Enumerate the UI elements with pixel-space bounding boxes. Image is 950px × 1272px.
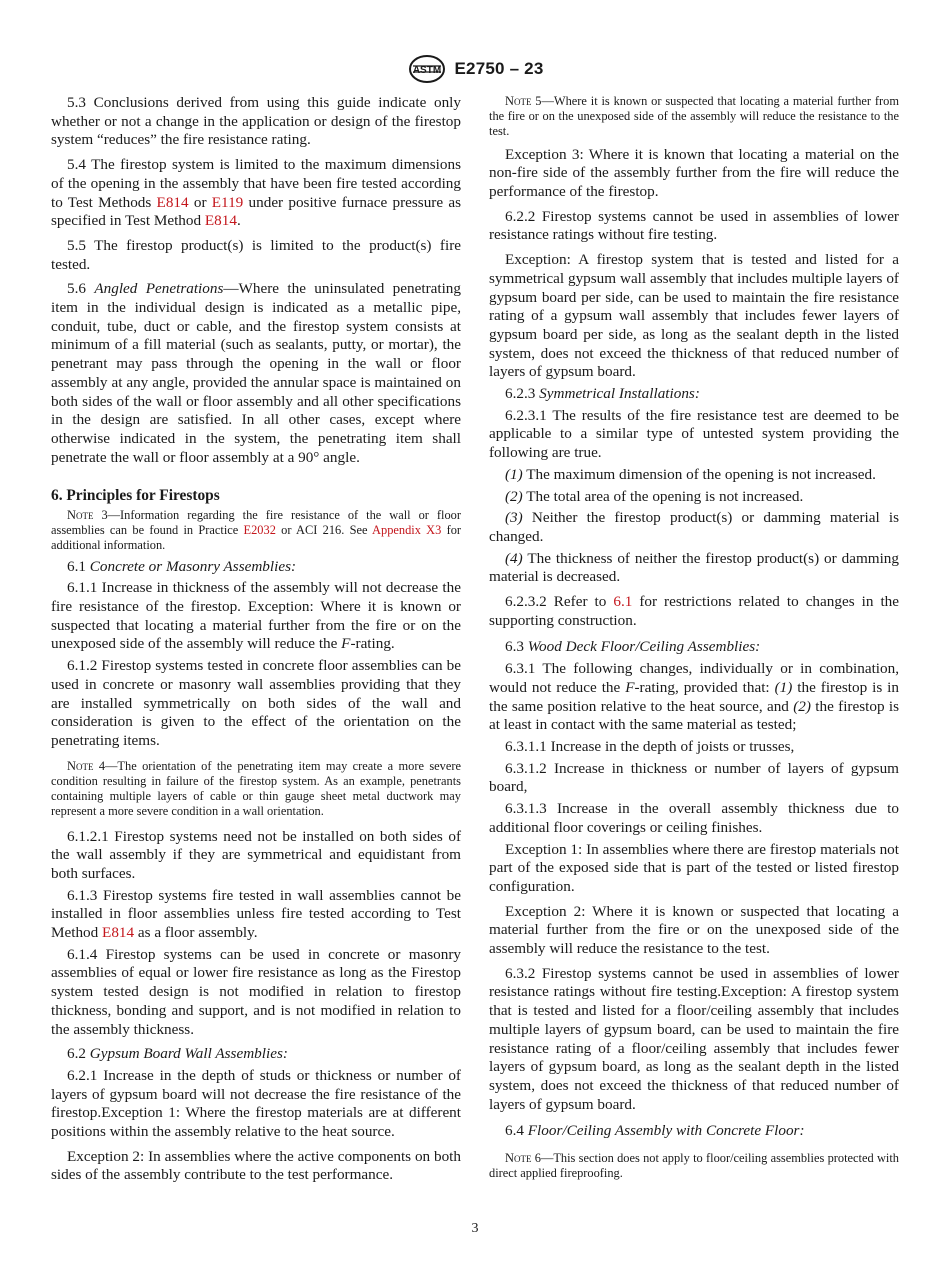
para-5-5: 5.5 The firestop product(s) is limited to the product(s) fire tested. <box>51 236 461 273</box>
note-6: Note 6—This section does not apply to floor/ceiling assemblies protected with direct applied fireproofing. <box>489 1151 899 1181</box>
astm-logo-icon <box>407 54 447 84</box>
para-6-1-3: 6.1.3 Firestop systems fire tested in wall assemblies cannot be installed in floor assemblies unless fire tested according to Test Method E814 as a floor assembly. <box>51 886 461 942</box>
para-6-1-4: 6.1.4 Firestop systems can be used in concrete or masonry assemblies of equal or lower fire resistance as long as the Firestop system tested design is not modified in relation to firestop thickness, bonding and support, and is not modified in relation to the assembly thickness. <box>51 945 461 1038</box>
para-6-1-2-1: 6.1.2.1 Firestop systems need not be installed on both sides of the wall assembly if they are symmetrical and equidistant from both surfaces. <box>51 827 461 882</box>
para-6-2-3: 6.2.3 Symmetrical Installations: <box>505 385 700 403</box>
note-5: Note 5—Where it is known or suspected that locating a material further from the fire or on the unexposed side of the assembly will reduce the resistance to the test. <box>489 94 899 139</box>
link-e814[interactable]: E814 <box>204 212 237 230</box>
para-6-2-3-2: 6.2.3.2 Refer to 6.1 for restrictions related to changes in the supporting construction. <box>489 593 899 629</box>
para-6-3-1-1: 6.3.1.1 Increase in the depth of joists or trusses, <box>505 738 795 755</box>
para-6-1: 6.1 Concrete or Masonry Assemblies: <box>67 557 297 575</box>
exception: Exception: A firestop system that is tested and listed for a symmetrical gypsum wall assembly that includes multiple layers of gypsum board per side, can be used to maintain the fire resistance rating of a gypsum wall assembly that includes fewer layers of gypsum board per side, as long as the sealant depth in the listed system, does not exceed the thickness of that reduced number of layers of gypsum board. <box>489 251 899 381</box>
section-6-heading: 6. Principles for Firestops <box>51 487 220 505</box>
para-6-3: 6.3 Wood Deck Floor/Ceiling Assemblies: <box>505 638 761 656</box>
para-6-2: 6.2 Gypsum Board Wall Assemblies: <box>67 1045 288 1063</box>
para-6-1-2: 6.1.2 Firestop systems tested in concrete floor assemblies can be used in concrete or masonry wall assemblies providing that they are installed symmetrically on both sides of the wall and consideration is given to the effect of the orientation on the penetrating items. <box>51 657 461 749</box>
para-5-3: 5.3 Conclusions derived from using this guide indicate only whether or not a change in the application or design of the firestop system “reduces” the fire resistance rating. <box>51 94 461 149</box>
left-column <box>51 94 461 1188</box>
page-number: 3 <box>471 1221 479 1236</box>
link-appendix-x3[interactable]: Appendix X3 <box>372 523 442 538</box>
para-6-1-1: 6.1.1 Increase in thickness of the assembly will not decrease the fire resistance of the firestop. Exception: Where it is known or suspected that locating a material further from the fire or on the unexposed side of the assembly will reduce the F-rating. <box>51 579 461 653</box>
para-6-2-1: 6.2.1 Increase in the depth of studs or thickness or number of layers of gypsum board will not decrease the fire resistance of the firestop.Exception 1: Where the firestop materials are at different positions within the assembly relative to the heat source. <box>51 1066 461 1141</box>
page-header <box>0 52 950 86</box>
link-e814[interactable]: E814 <box>102 924 135 942</box>
para-5-6: 5.6 Angled Penetrations—Where the uninsulated penetrating item in the individual design is indicated as a metallic pipe, conduit, tube, duct or cable, and the firestop system consists at minimum of a fill material (such as sealants, putty, or mortar), the penetrant may pass through the opening in the wall or floor assembly at any angle, provided the annular space is maintained on both sides of the wall or floor assembly and all other specifications in the design are satisfied. In all other cases, except where otherwise indicated in the system, the penetrating item shall penetrate the wall or floor assembly at a 90° angle. <box>51 280 461 466</box>
list-item: (2) The total area of the opening is not increased. <box>505 487 804 505</box>
list-item: (3) Neither the firestop product(s) or damming material is changed. <box>489 509 899 545</box>
link-e119[interactable]: E119 <box>211 193 244 211</box>
para-6-3-1-2: 6.3.1.2 Increase in thickness or number of layers of gypsum board, <box>489 759 899 796</box>
para-6-3-1-3: 6.3.1.3 Increase in the overall assembly thickness due to additional floor coverings or ceiling finishes. <box>489 800 899 836</box>
note-3: Note 3—Information regarding the fire resistance of the wall or floor assemblies can be found in Practice E2032 or ACI 216. See Appendix X3 for additional information. <box>51 508 462 553</box>
list-item: (1) The maximum dimension of the opening is not increased. <box>505 465 876 483</box>
para-5-4: 5.4 The firestop system is limited to the maximum dimensions of the opening in the assembly that have been fire tested according to Test Methods E814 or E119 under positive furnace pressure as specified in Test Method E814. <box>51 156 461 230</box>
list-item: (4) The thickness of neither the firestop product(s) or damming material is decreased. <box>489 549 899 586</box>
logo-text: ASTM <box>412 65 441 76</box>
para-6-2-2: 6.2.2 Firestop systems cannot be used in assemblies of lower resistance ratings without fire testing. <box>489 207 899 244</box>
link-6-1[interactable]: 6.1 <box>613 593 633 611</box>
document-id: E2750 – 23 <box>454 59 544 78</box>
note-4: Note 4—The orientation of the penetrating item may create a more severe condition resulting in failure of the firestop system. As an example, penetrants containing multiple layers of cable or thin gauge sheet metal ductwork may represent a more severe condition in a wall orientation. <box>51 758 461 819</box>
para-6-4: 6.4 Floor/Ceiling Assembly with Concrete Floor: <box>505 1122 805 1140</box>
para-6-3-2: 6.3.2 Firestop systems cannot be used in assemblies of lower resistance ratings without fire testing.Exception: A firestop system that is tested and listed for a floor/ceiling assembly that includes multiple layers of gypsum board, can be used to maintain the fire resistance rating of a floor/ceiling assembly that includes fewer layers of gypsum board, as long as the sealant depth in the listed system, does not exceed the thickness of that reduced number of layers of gypsum board. <box>489 964 899 1113</box>
right-column <box>489 94 899 1185</box>
exception-2-floor: Exception 2: Where it is known or suspected that locating a material further from the fire or on the unexposed side of the assembly will reduce the resistance to the test. <box>489 902 899 958</box>
exception-2: Exception 2: In assemblies where the active components on both sides of the assembly contribute to the test performance. <box>51 1147 461 1184</box>
para-6-3-1: 6.3.1 The following changes, individually or in combination, would not reduce the F-rating, provided that: (1) the firestop is in the same position relative to the heat source, and (2) the firestop is at least in contact with the same material as tested; <box>489 660 899 734</box>
para-6-2-3-1: 6.2.3.1 The results of the fire resistance test are deemed to be applicable to a similar type of untested system providing the following are true. <box>489 406 899 462</box>
exception-1: Exception 1: In assemblies where there are firestop materials not part of the exposed side that is part of the tested or listed firestop configuration. <box>489 840 899 895</box>
exception-3: Exception 3: Where it is known that locating a material on the non-fire side of the assembly further from the fire will reduce the performance of the firestop. <box>489 145 899 201</box>
link-e2032[interactable]: E2032 <box>243 523 276 538</box>
link-e814[interactable]: E814 <box>156 193 189 211</box>
